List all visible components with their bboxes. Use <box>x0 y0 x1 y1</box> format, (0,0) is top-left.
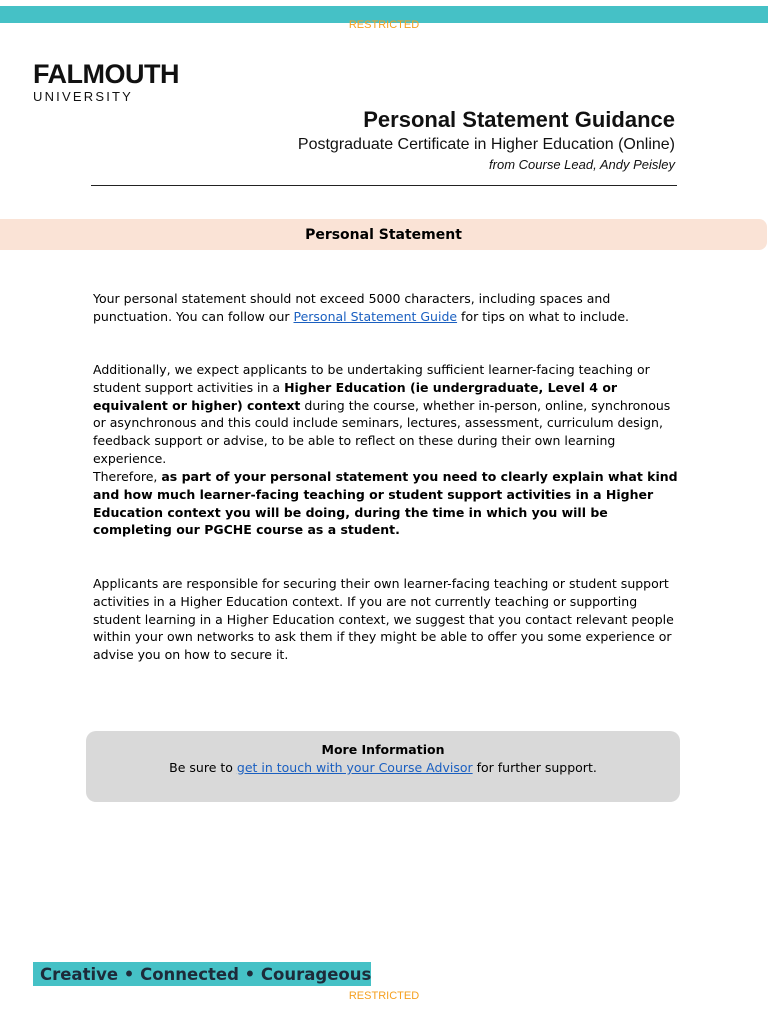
course-advisor-link[interactable]: get in touch with your Course Advisor <box>236 760 473 775</box>
paragraph-applicant-responsibility: Applicants are responsible for securing their own learner-facing teaching or student support activities in a Higher Education context. If you are not currently teaching or supporting student learning in a Higher Education context, we suggest that you contact relevant people within your own networks to ask them if they might be able to offer you some experience or advise you on how to secure it. <box>93 576 674 663</box>
tagline-text: Creative • Connected • Courageous <box>40 964 372 984</box>
info-text: for further support. <box>472 760 597 775</box>
paragraph-character-limit <box>93 290 683 326</box>
paragraph-emphasis: as part of your personal statement you need to clearly explain what kind and how much learner-facing teaching or student support activities in a Higher Education context you will be doing, during the time in which you will be completing our PGCHE course as a student. <box>93 469 678 538</box>
university-tagline-banner <box>33 962 371 986</box>
info-box-title: More Information <box>321 742 445 757</box>
paragraph-text: Your personal statement should not exceed 5000 characters, including spaces and punctuation. You can follow our <box>93 291 611 324</box>
falmouth-university-logo <box>33 60 179 104</box>
more-information-box <box>86 731 680 802</box>
paragraph-teaching-expectation <box>93 361 683 468</box>
section-heading-bar <box>0 219 767 250</box>
personal-statement-guide-link[interactable]: Personal Statement Guide <box>293 308 458 324</box>
paragraph-emphasis: Higher Education (ie undergraduate, Level 4 or equivalent or higher) context <box>93 379 618 413</box>
restricted-label-bottom: RESTRICTED <box>348 990 420 1002</box>
header-divider <box>91 185 677 186</box>
document-header <box>298 106 675 174</box>
info-text: Be sure to <box>169 760 237 775</box>
paragraph-text: for tips on what to include. <box>457 308 630 324</box>
author-byline: from Course Lead, Andy Peisley <box>489 157 675 172</box>
logo-wordmark: FALMOUTH <box>33 59 179 89</box>
restricted-label-top: RESTRICTED <box>348 19 420 31</box>
logo-subtext: UNIVERSITY <box>33 89 134 104</box>
section-heading: Personal Statement <box>305 226 462 243</box>
paragraph-text: Additionally, we expect applicants to be undertaking sufficient learner-facing teaching or student support activities in a <box>93 362 650 395</box>
info-box-text <box>86 759 680 777</box>
page-subtitle: Postgraduate Certificate in Higher Education (Online) <box>297 136 675 153</box>
paragraph-text: during the course, whether in-person, online, synchronous or asynchronous and this could include seminars, lectures, assessment, curriculum design, feedback support or advise, to be able to reflect on these during their own learning experience. <box>93 397 671 466</box>
page-title: Personal Statement Guidance <box>363 107 675 132</box>
paragraph-statement-requirement <box>93 468 683 539</box>
paragraph-text: Therefore, <box>93 469 162 484</box>
